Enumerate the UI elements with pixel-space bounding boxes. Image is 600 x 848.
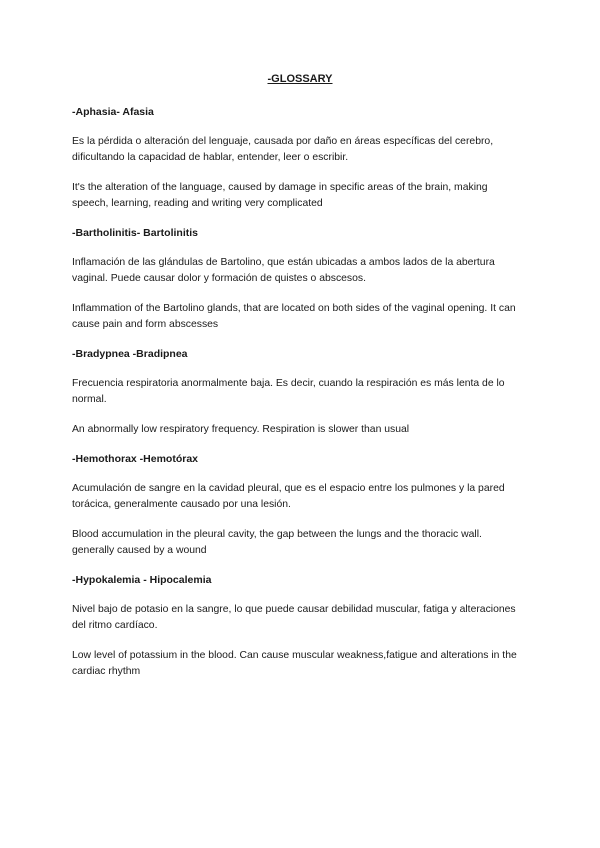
definition-spanish: Es la pérdida o alteración del lenguaje, causada por daño en áreas específicas del cerebro, dificultando la capacidad de hablar, entender, leer o escribir. bbox=[72, 136, 494, 163]
page-title: -GLOSSARY bbox=[267, 73, 333, 85]
definition-spanish: Acumulación de sangre en la cavidad pleural, que es el espacio entre los pulmones y la pared torácica, generalmente causado por una lesión. bbox=[72, 483, 505, 510]
term-heading: -Bradypnea -Bradipnea bbox=[72, 348, 188, 360]
definition-english: Low level of potassium in the blood. Can cause muscular weakness,fatigue and alterations in the cardiac rhythm bbox=[72, 650, 517, 677]
definition-spanish: Inflamación de las glándulas de Bartolino, que están ubicadas a ambos lados de la abertura vaginal. Puede causar dolor y formación de quistes o abscesos. bbox=[72, 257, 495, 284]
definition-english: It's the alteration of the language, caused by damage in specific areas of the brain, making speech, learning, reading and writing very complicated bbox=[72, 182, 488, 209]
definition-english: Blood accumulation in the pleural cavity, the gap between the lungs and the thoracic wall. generally caused by a wound bbox=[72, 529, 482, 556]
definition-spanish: Frecuencia respiratoria anormalmente baja. Es decir, cuando la respiración es más lenta de lo normal. bbox=[72, 378, 505, 405]
glossary-entry-bradypnea bbox=[72, 347, 528, 438]
glossary-entry-hypokalemia bbox=[72, 573, 528, 680]
term-heading: -Hypokalemia - Hipocalemia bbox=[72, 574, 212, 586]
definition-english: Inflammation of the Bartolino glands, that are located on both sides of the vaginal opening. It can cause pain and form abscesses bbox=[72, 303, 516, 330]
glossary-entry-hemothorax bbox=[72, 452, 528, 559]
glossary-entry-bartholinitis bbox=[72, 226, 528, 333]
term-heading: -Hemothorax -Hemotórax bbox=[72, 453, 199, 465]
definition-english: An abnormally low respiratory frequency. Respiration is slower than usual bbox=[72, 424, 410, 435]
term-heading: -Bartholinitis- Bartolinitis bbox=[72, 227, 198, 239]
term-heading: -Aphasia- Afasia bbox=[72, 106, 154, 118]
definition-spanish: Nivel bajo de potasio en la sangre, lo que puede causar debilidad muscular, fatiga y alteraciones del ritmo cardíaco. bbox=[72, 604, 516, 631]
glossary-entry-aphasia bbox=[72, 105, 528, 212]
